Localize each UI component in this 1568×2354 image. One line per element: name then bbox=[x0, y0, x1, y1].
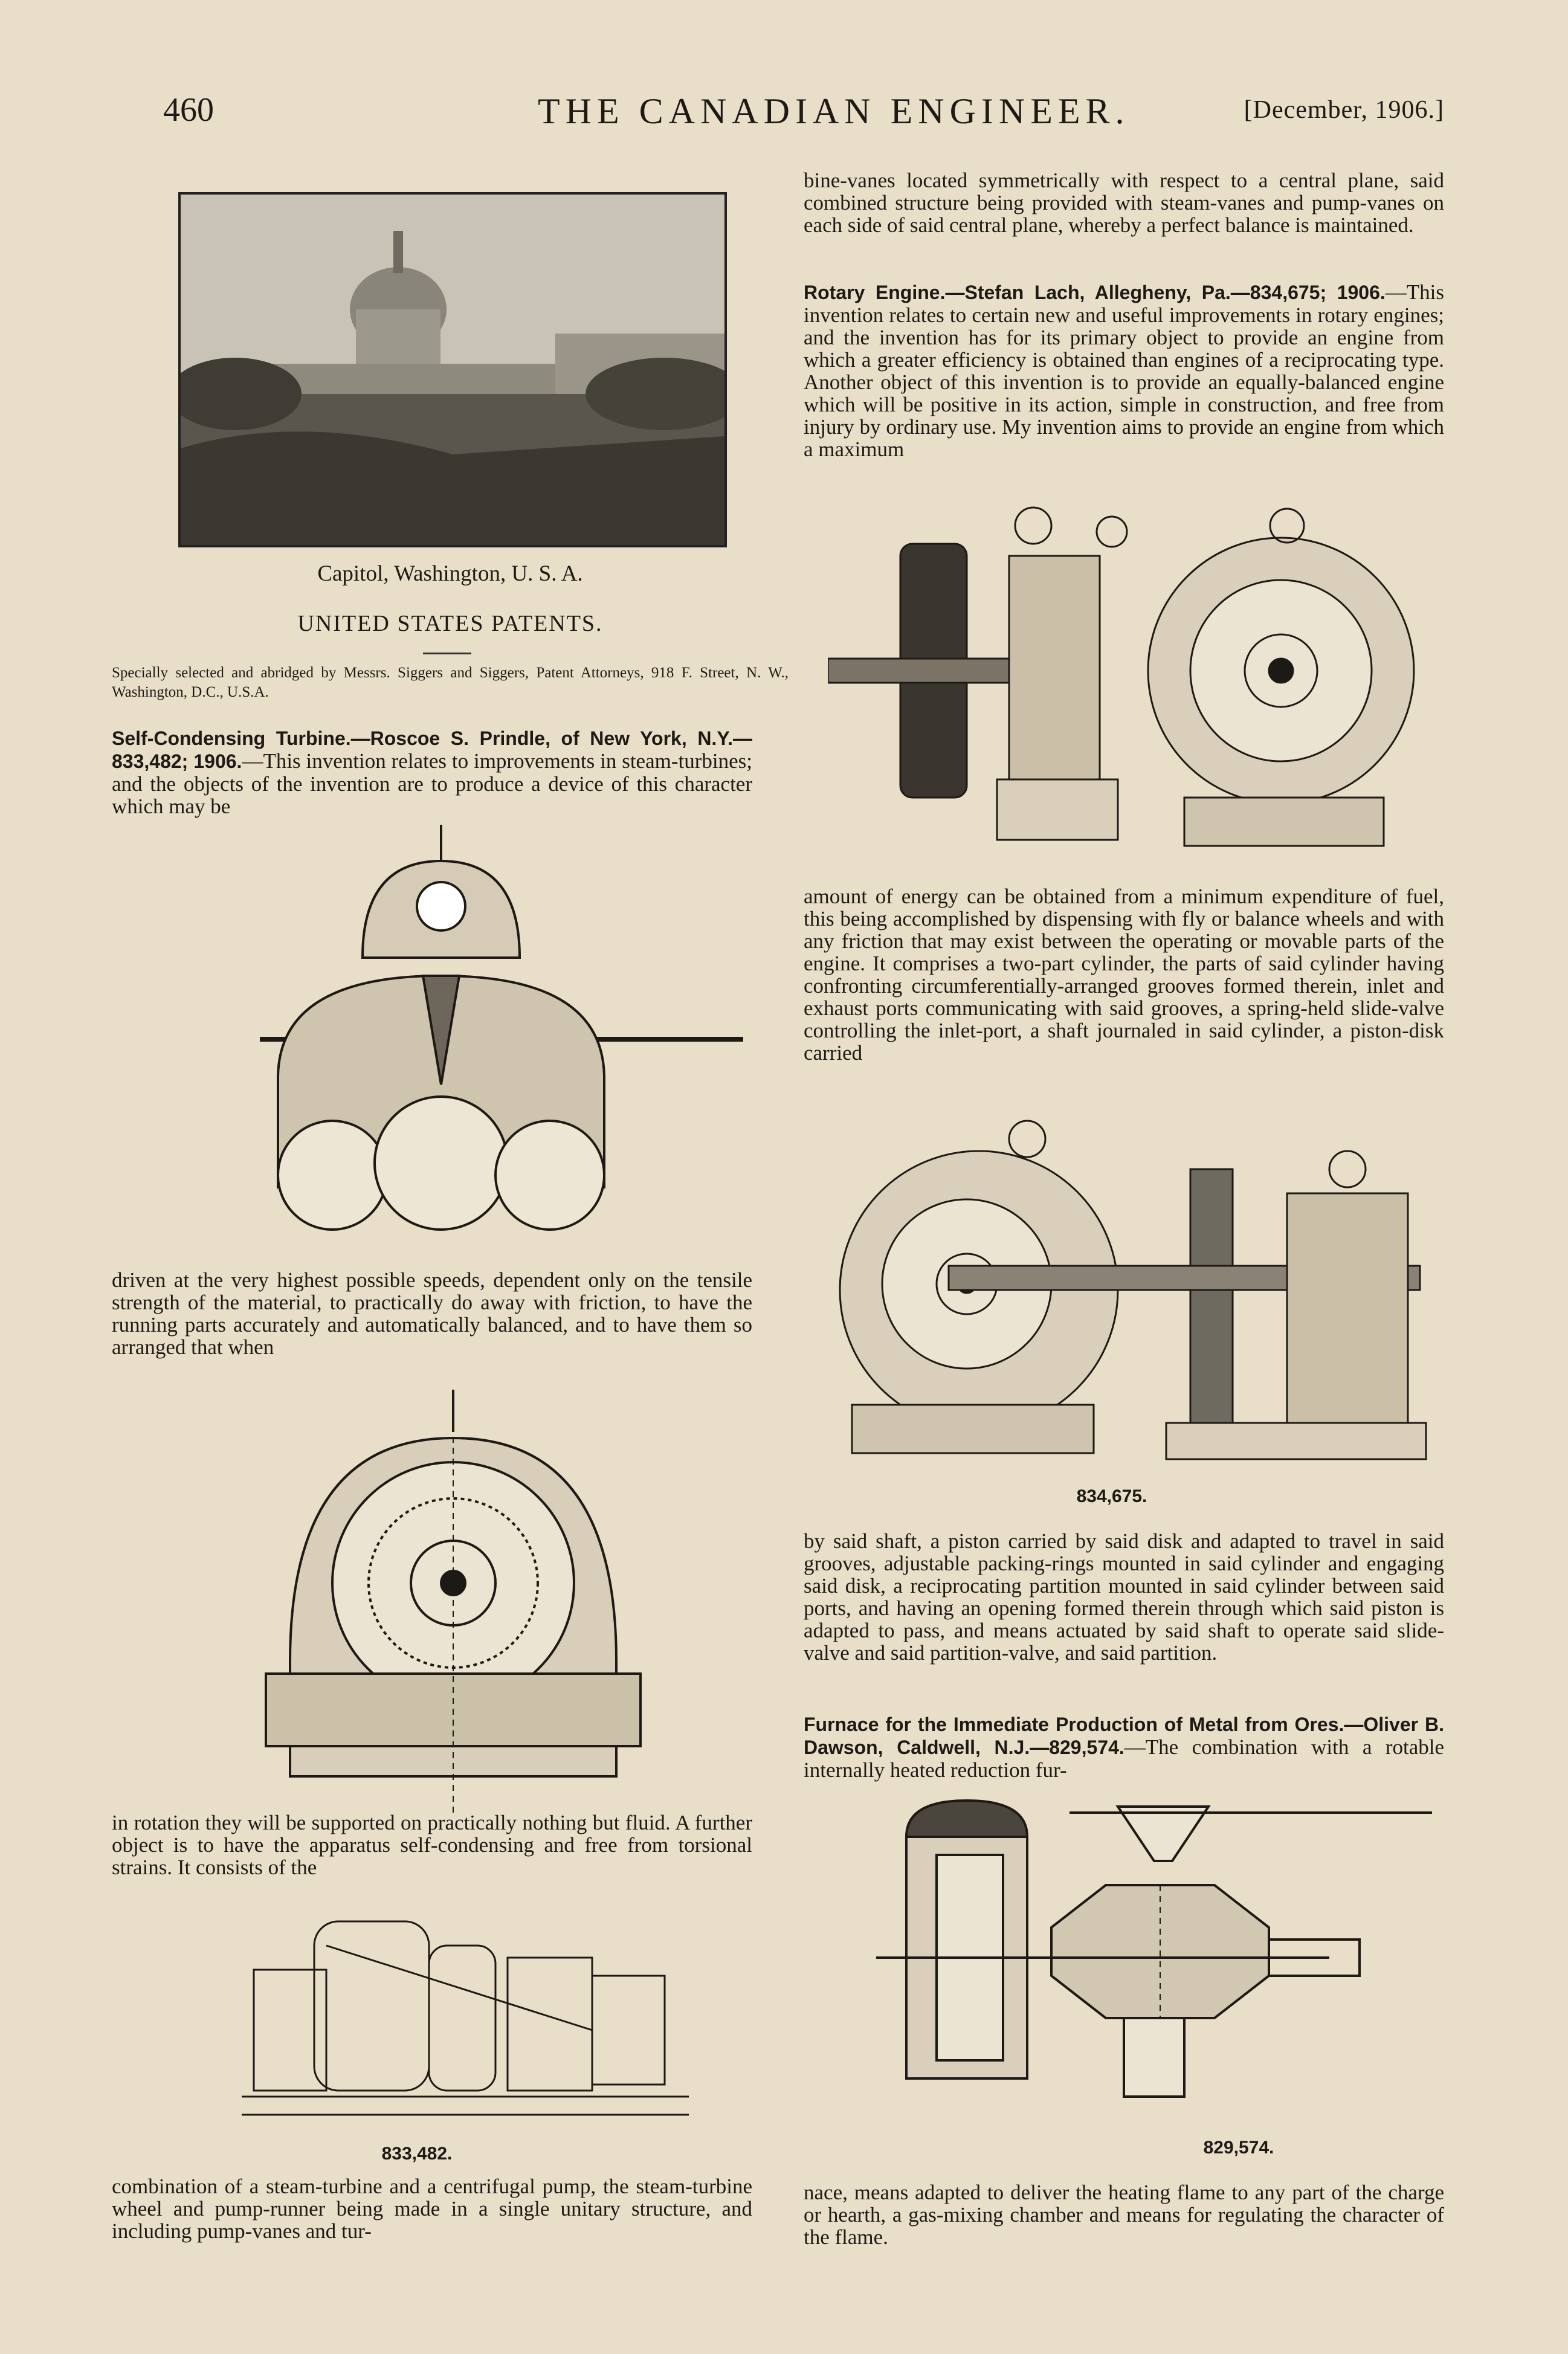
turbine-text-2: driven at the very highest possible speeds, dependent only on the tensile strength of the material, to practically do away with friction, to have the running parts accurately and automatically balanced, and to have them so arranged that when bbox=[112, 1268, 752, 1359]
rotary-engine-figure-number: 834,675. bbox=[1076, 1486, 1147, 1506]
turbine-section-figure bbox=[242, 825, 761, 1260]
furnace-intro bbox=[804, 1713, 1444, 1781]
capitol-photo bbox=[178, 192, 727, 547]
turbine-end-view-figure bbox=[254, 1390, 677, 1813]
section-title: UNITED STATES PATENTS. bbox=[297, 611, 603, 636]
rotary-engine-figure-1 bbox=[828, 483, 1444, 870]
furnace-intro-text: —The combination with a rotable internally heated reduction fur- bbox=[804, 1735, 1445, 1782]
rotary-engine-text-3: by said shaft, a piston carried by said disk and adapted to travel in said grooves, adjustable packing-rings mounted in said cylinder and engaging said disk, a reciprocating partition mounted in said cylinder between said ports, and having an opening formed therein through which said piston is adapted to pass, and means actuated by said shaft to operate said slide-valve and said partition-valve, and said partition. bbox=[804, 1529, 1444, 1665]
divider bbox=[423, 653, 471, 654]
rotary-engine-intro-text: —This invention relates to certain new and useful improvements in rotary engines; and the invention has for its primary object to provide an engine from which a greater efficiency is obtained than engines of a reciprocating type. Another object of this invention is to provide an equally-balanced engine which will be positive in its action, simple in construction, and free from injury by ordinary use. My invention aims to provide an engine from which a maximum bbox=[804, 280, 1444, 461]
furnace-text-2: nace, means adapted to deliver the heating flame to any part of the charge or hearth, a gas-mixing chamber and means for regulating the character of the flame. bbox=[804, 2181, 1444, 2249]
page-header bbox=[163, 91, 1444, 139]
section-credit: Specially selected and abridged by Messrs. Siggers and Siggers, Patent Attorneys, 918 F. Street, N. W., Washington, D.C., U.S.A. bbox=[112, 665, 789, 700]
issue-date: [December, 1906.] bbox=[1244, 96, 1444, 124]
furnace-figure bbox=[870, 1788, 1450, 2133]
furnace-patent-heading: Furnace for the Immediate Production of Metal from Ores.—Oliver B. Dawson, Caldwell, N.J.—829,574. bbox=[804, 1714, 1444, 1758]
turbine-text-continued: bine-vanes located symmetrically with respect to a central plane, said combined structure being provided with steam-vanes and pump-vanes on each side of said central plane, whereby a perfect balance is maintained. bbox=[804, 169, 1444, 237]
turbine-side-view-figure bbox=[230, 1897, 701, 2139]
rotary-engine-figure-2 bbox=[828, 1109, 1444, 1471]
turbine-text-4: combination of a steam-turbine and a centrifugal pump, the steam-turbine wheel and pump-runner being made in a single unitary structure, and including pump-vanes and tur- bbox=[112, 2175, 752, 2243]
turbine-intro bbox=[112, 727, 752, 817]
page-number: 460 bbox=[163, 91, 214, 129]
photo-caption: Capitol, Washington, U. S. A. bbox=[317, 561, 583, 586]
furnace-figure-number: 829,574. bbox=[1203, 2138, 1274, 2158]
rotary-engine-intro bbox=[804, 281, 1444, 460]
journal-title: THE CANADIAN ENGINEER. bbox=[538, 91, 1130, 131]
rotary-engine-text-2: amount of energy can be obtained from a minimum expenditure of fuel, this being accomplished by dispensing with fly or balance wheels and with any friction that may exist between the operating or movable parts of the engine. It comprises a two-part cylinder, the parts of said cylinder having confronting circumferentially-arranged grooves formed therein, inlet and exhaust ports communicating with said grooves, a spring-held slide-valve controlling the inlet-port, a shaft journaled in said cylinder, a piston-disk carried bbox=[804, 885, 1444, 1065]
turbine-patent-heading: Self-Condensing Turbine.—Roscoe S. Prindle, of New York, N.Y.—833,482; 1906. bbox=[112, 727, 752, 772]
turbine-intro-text: —This invention relates to improvements in steam-turbines; and the objects of the invention are to produce a device of this character which may be bbox=[112, 749, 752, 818]
turbine-text-3: in rotation they will be supported on practically nothing but fluid. A further object is to have the apparatus self-condensing and free from torsional strains. It consists of the bbox=[112, 1811, 752, 1879]
turbine-figure-number: 833,482. bbox=[381, 2144, 453, 2164]
rotary-engine-patent-heading: Rotary Engine.—Stefan Lach, Allegheny, Pa.—834,675; 1906. bbox=[804, 282, 1386, 303]
